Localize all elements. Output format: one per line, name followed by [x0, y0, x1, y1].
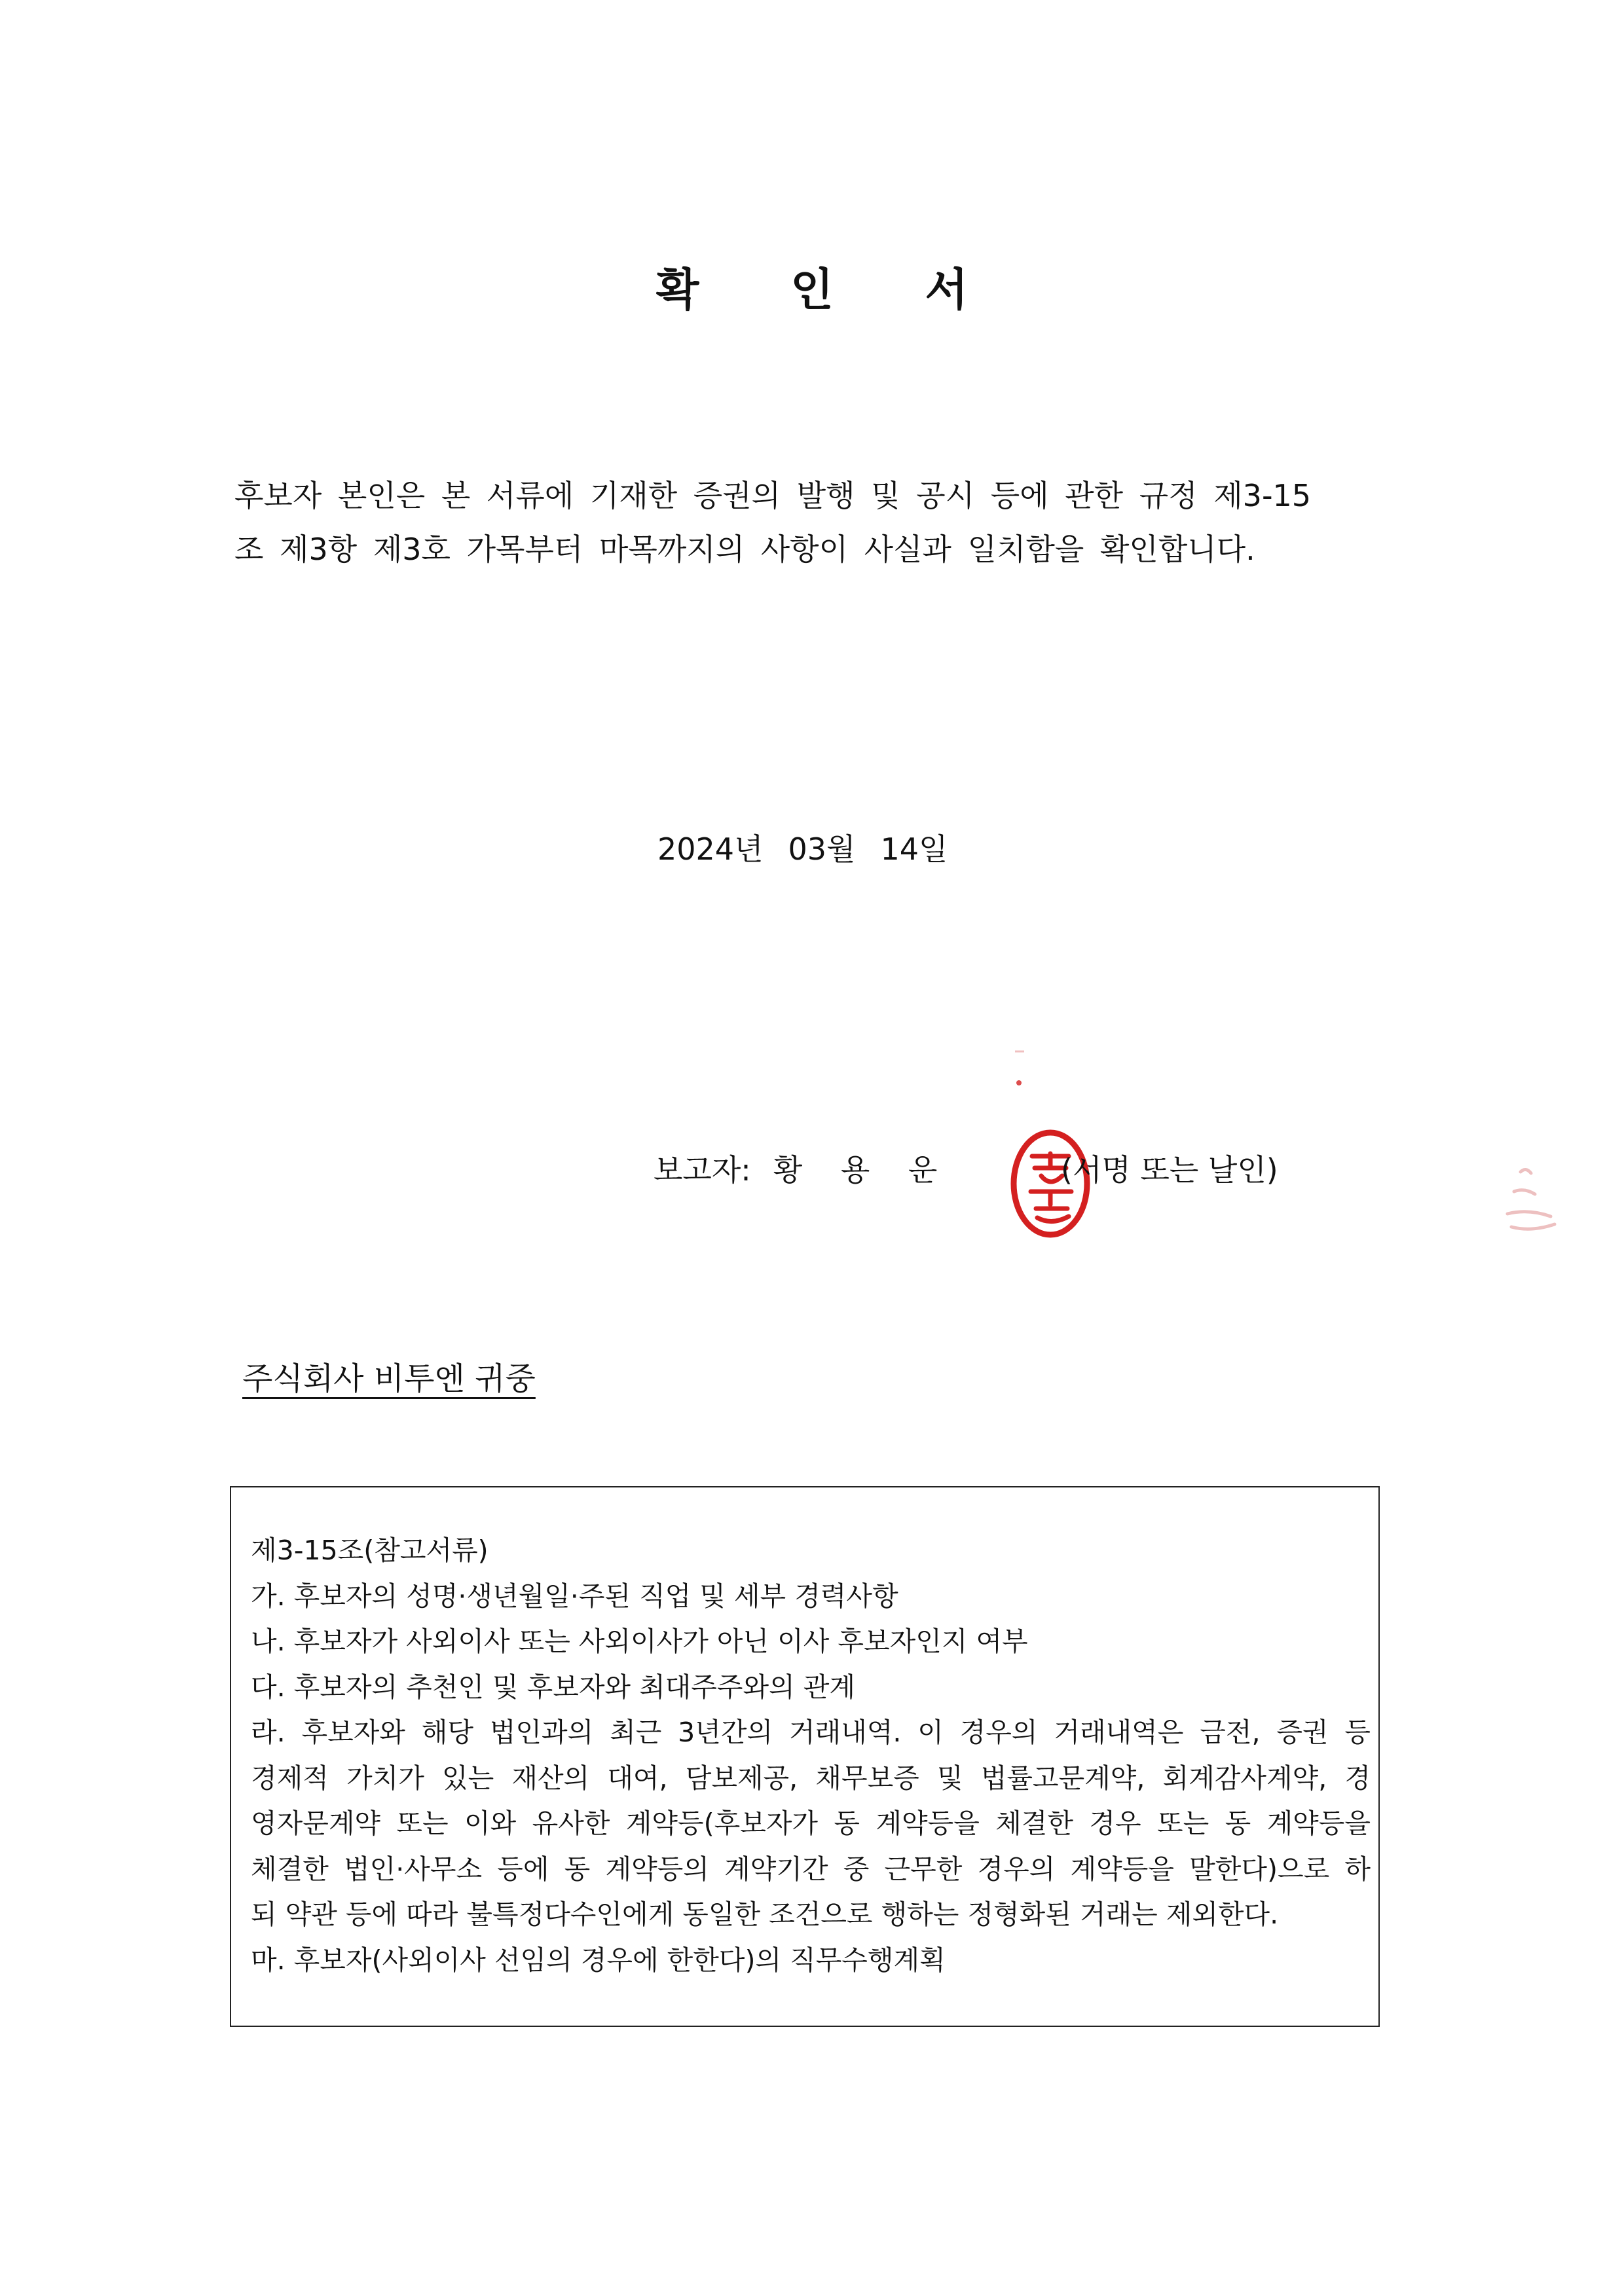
date-year: 2024년	[657, 831, 764, 867]
statement-line: 조 제3항 제3호 가목부터 마목까지의 사항이 사실과 일치함을 확인합니다.	[234, 532, 1255, 567]
reference-item: 나. 후보자가 사외이사 또는 사외이사가 아닌 이사 후보자인지 여부	[251, 1626, 1028, 1657]
confirmation-statement	[234, 469, 1407, 576]
stamp-smudge-mark	[1494, 1159, 1566, 1244]
reference-documents-box	[230, 1486, 1380, 2027]
reporter-name: 황 용 운	[773, 1152, 952, 1188]
reference-item-ra-line: 되 약관 등에 따라 불특정다수인에게 동일한 조건으로 행하는 정형화된 거래는 제외한다.	[251, 1899, 1279, 1930]
reference-item-ra-line: 체결한 법인·사무소 등에 동 계약등의 계약기간 중 근무한 경우의 계약등을 말한다)으로 하	[251, 1853, 1371, 1885]
reference-item-ra-line: 라. 후보자와 해당 법인과의 최근 3년간의 거래내역. 이 경우의 거래내역은 금전, 증권 등	[251, 1717, 1371, 1748]
reference-item: 마. 후보자(사외이사 선임의 경우에 한한다)의 직무수행계획	[251, 1944, 946, 1976]
reference-box-content	[251, 1528, 1371, 1983]
signature-note: (서명 또는 날인)	[1061, 1152, 1278, 1188]
statement-line: 후보자 본인은 본 서류에 기재한 증권의 발행 및 공시 등에 관한 규정 제3-15	[234, 478, 1312, 513]
document-date	[657, 831, 948, 867]
ink-dot-mark	[1008, 1046, 1035, 1092]
document-title: 확 인 서	[655, 264, 1006, 316]
addressee: 주식회사 비투엔 귀중	[242, 1360, 536, 1397]
reference-heading: 제3-15조(참고서류)	[251, 1535, 489, 1566]
reporter-label: 보고자:	[654, 1152, 751, 1188]
reporter-line	[654, 1152, 952, 1188]
reference-item: 다. 후보자의 추천인 및 후보자와 최대주주와의 관계	[251, 1671, 855, 1703]
reference-item-ra-line: 영자문계약 또는 이와 유사한 계약등(후보자가 동 계약등을 체결한 경우 또는 동 계약등을	[251, 1808, 1371, 1839]
reference-item: 가. 후보자의 성명·생년월일·주된 직업 및 세부 경력사항	[251, 1580, 898, 1612]
reference-item-ra-line: 경제적 가치가 있는 재산의 대여, 담보제공, 채무보증 및 법률고문계약, 회계감사계약, 경	[251, 1762, 1371, 1794]
date-day: 14일	[880, 831, 948, 867]
date-month: 03월	[788, 831, 856, 867]
